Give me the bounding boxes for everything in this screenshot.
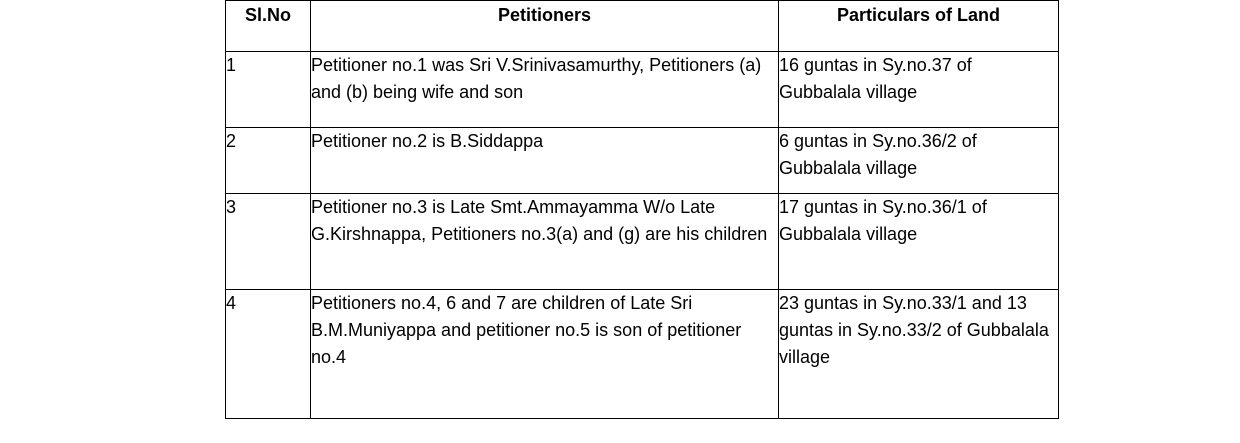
cell-land — [779, 290, 1059, 419]
cell-land — [779, 128, 1059, 194]
header-land-label: Particulars of Land — [836, 5, 1001, 25]
table-row — [226, 194, 1059, 290]
slno-text: 4 — [226, 293, 237, 313]
table-row — [226, 290, 1059, 419]
slno-text: 1 — [226, 55, 237, 75]
table-row — [226, 128, 1059, 194]
header-petitioners-label: Petitioners — [497, 5, 592, 25]
header-slno-label: Sl.No — [244, 5, 291, 25]
slno-text: 3 — [226, 197, 237, 217]
petitioners-text: Petitioner no.3 is Late Smt.Ammayamma W/o Late G.Kirshnappa, Petitioners no.3(a) and (g) are his children — [311, 197, 768, 244]
land-text: 16 guntas in Sy.no.37 of Gubbalala village — [779, 55, 972, 102]
table-header — [226, 1, 1059, 52]
cell-petitioners — [311, 128, 779, 194]
cell-slno — [226, 194, 311, 290]
land-text: 6 guntas in Sy.no.36/2 of Gubbalala village — [779, 131, 977, 178]
cell-slno — [226, 290, 311, 419]
header-petitioners — [311, 1, 779, 52]
table-body — [226, 52, 1059, 419]
cell-land — [779, 52, 1059, 128]
cell-petitioners — [311, 290, 779, 419]
petitioners-text: Petitioner no.1 was Sri V.Srinivasamurthy, Petitioners (a) and (b) being wife and son — [311, 55, 762, 102]
petitioners-land-table — [225, 0, 1059, 419]
petitioners-text: Petitioner no.2 is B.Siddappa — [311, 131, 544, 151]
header-row — [226, 1, 1059, 52]
cell-slno — [226, 52, 311, 128]
land-text: 23 guntas in Sy.no.33/1 and 13 guntas in Sy.no.33/2 of Gubbalala village — [779, 293, 1049, 367]
cell-petitioners — [311, 194, 779, 290]
cell-land — [779, 194, 1059, 290]
cell-petitioners — [311, 52, 779, 128]
petitioners-text: Petitioners no.4, 6 and 7 are children of Late Sri B.M.Muniyappa and petitioner no.5 is son of petitioner no.4 — [311, 293, 742, 367]
header-land — [779, 1, 1059, 52]
table-row — [226, 52, 1059, 128]
cell-slno — [226, 128, 311, 194]
slno-text: 2 — [226, 131, 237, 151]
header-slno — [226, 1, 311, 52]
land-text: 17 guntas in Sy.no.36/1 of Gubbalala village — [779, 197, 987, 244]
